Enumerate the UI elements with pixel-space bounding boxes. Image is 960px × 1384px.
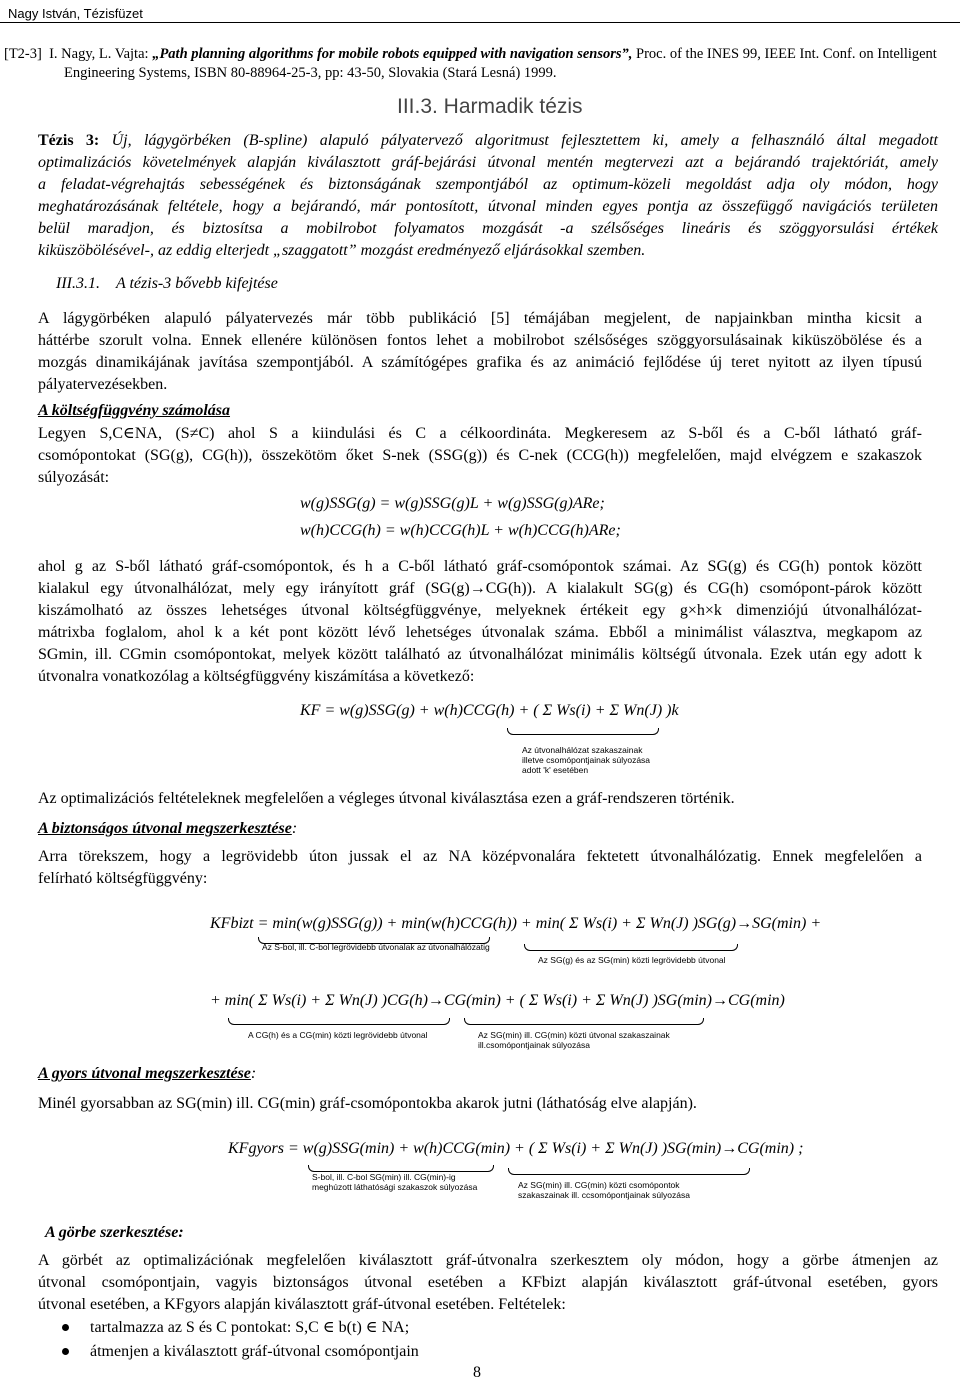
bullet-marker [62,1324,69,1331]
cost-heading: A költségfüggvény számolása [38,402,231,419]
equation-bizt-note4: Az SG(min) ill. CG(min) közti útvonal szakaszainak ill.csomópontjainak súlyozása [478,1030,670,1050]
running-header: Nagy István, Tézisfüzet [8,6,143,21]
page-number: 8 [473,1364,481,1381]
reference-entry [4,44,954,64]
equation-bizt-note2: Az SG(g) és az SG(min) közti legrövidebb útvonal [538,955,726,965]
cost-explanation: ahol g az S-ből látható gráf-csomópontok, és h a C-ből látható gráf-csomópontok számai. Az SG(g) és CG(h) pontok között kialakul egy útvonalhálózat, mely egy irányított gráf (SG(g)→CG(h)). A kialakult SG(g) és CG(h) csomópont-párok között kiszámolható az összes lehetséges útvonal költségfüggvénye, melyeknek értékeit egy g×h×k dimenziójú útvonalhálózat- mátrixba foglalom, ahol k a két pont között lévő lehetséges útvonalak száma. Ebből a minimálist választva, megkapom az SGmin, ill. CGmin csomópontokat, melyek között található az útvonalhálózat minimális költségű útvonala. Ezek után egy adott k útvonalra vonatkozólag a költségfüggvény kiszámítása a következő: [38,558,922,685]
safe-paragraph: Arra törekszem, hogy a legrövidebb úton jussak el az NA középvonalára fektetett útvonalhálózatig. Ennek megfelelően a felírható költségfüggvény: [38,848,922,887]
subsection-heading: III.3.1. A tézis-3 bővebb kifejtése [56,275,278,292]
equation-kf-gyors: KFgyors = w(g)SSG(min) + w(h)CCG(min) + ( Σ Ws(i) + Σ Wn(J) )SG(min)→CG(min) ; [228,1140,804,1157]
intro-paragraph: A lágygörbéken alapuló pályatervezés már több publikáció [5] témájában megjelent, de napjainkban mintha kicsit a háttérbe szorult volna. Ennek ellenére különösen fontos lehet a mobilrobot szélsőséges szöggyorsulásainak kiküszöbölése és a mozgás dinamikájának javítása szempontjából. A számítógépes grafika és az animáció fejlődése új teret nyitott az ilyen típusú pályatervezésekben. [38,310,922,393]
equation-kf-brace [507,728,659,735]
equation-kf-bizt-line1: KFbizt = min(w(g)SSG(g)) + min(w(h)CCG(h)) + min( Σ Ws(i) + Σ Wn(J) )SG(g)→SG(min) + [210,915,822,932]
equation-bizt-brace3 [228,1018,450,1025]
equation-gyors-note2: Az SG(min) ill. CG(min) közti csomópontok szakaszainak ill. ccsomópontjainak súlyozása [518,1180,690,1200]
equation-gyors-brace2 [508,1168,750,1175]
equation-bizt-brace2 [524,944,738,951]
equation-bizt-brace4 [464,1018,704,1025]
ref-title: „Path planning algorithms for mobile robots equipped with navigation sensors”, [152,46,633,62]
optimization-sentence: Az optimalizációs feltételeknek megfelelően a végleges útvonal kiválasztása ezen a gráf-rendszeren történik. [38,790,735,807]
equation-bizt-note3: A CG(h) és a CG(min) közti legrövidebb útvonal [248,1030,428,1040]
thesis-label: Tézis 3: [38,132,100,149]
equation-kf-note: Az útvonalhálózat szakaszainak illetve csomópontjainak súlyozása adott 'k' esetében [522,745,651,775]
condition-item: tartalmazza az S és C pontokat: S,C ∈ b(t) ∈ NA; [90,1319,410,1336]
fast-heading: A gyors útvonal megszerkesztése: [38,1065,257,1082]
fast-paragraph: Minél gyorsabban az SG(min) ill. CG(min) gráf-csomópontokba akarok jutni (láthatóság elve alapján). [38,1095,697,1112]
equation-kf-bizt-line2: + min( Σ Ws(i) + Σ Wn(J) )CG(h)→CG(min) + ( Σ Ws(i) + Σ Wn(J) )SG(min)→CG(min) [210,992,785,1009]
ref-venue: Proc. of the INES 99, IEEE Int. Conf. on Intelligent [632,46,937,62]
curve-paragraph: A görbét az optimalizációnak megfelelően kiválasztott gráf-útvonalra szerkesztem oly módon, hogy a görbe átmenjen az útvonal csomópontjain, vagyis biztonságos útvonal esetében a KFbizt alapján kiválasztott gráf-útvonal esetében, gyors útvonal esetében, a KFgyors alapján kiválasztott gráf-útvonal esetében. Feltételek: [38,1252,938,1313]
cost-paragraph: Legyen S,C∈NA, (S≠C) ahol S a kiindulási és C a célkoordináta. Megkeresem az S-ből és a C-ből látható gráf- csomópontokat (SG(g), CG(h)), összekötöm őket S-nek (SSG(g)) és C-nek (CCG(h)) megfelelően, majd elvégzem e szakaszok súlyozását: [38,425,922,486]
header-rule [0,22,960,23]
equation-kf: KF = w(g)SSG(g) + w(h)CCG(h) + ( Σ Ws(i) + Σ Wn(J) )k [300,702,679,719]
thesis-statement: Tézis 3: Új, lágygörbéken (B-spline) alapuló pályatervező algoritmust fejlesztettem ki, amely a felhasználó által megadott optimalizációs követelmények alapján kiválasztott gráf-bejárási útvonal mentén megtervezi azt a bejárandó trajektóriát, amely a feladat-végrehajtás sebességének és biztonságának szempontjából az optimum-közeli megoldást adja oly módon, hogy meghatározásának feltétele, hogy a bejárandó, már pontosított, útvonal minden egyes pontja az összefüggő navigációs területen belül maradjon, és biztosítsa a mobilrobot folyamatos mozgását -a szélsőséges lineáris és szöggyorsulási értékek kiküszöbölésével-, az eddig elterjedt „szaggatott” mozgást eredményező eljárásokkal szemben. [38,132,938,259]
equation-bizt-note1: Az S-bol, ill. C-bol legrövidebb útvonalak az útvonalhálózatig [262,942,490,952]
safe-heading: A biztonságos útvonal megszerkesztése: [38,820,298,837]
equation-ccg: w(h)CCG(h) = w(h)CCG(h)L + w(h)CCG(h)ARe; [300,522,621,539]
ref-authors: I. Nagy, L. Vajta: [49,46,153,62]
section-title: III.3. Harmadik tézis [397,95,583,118]
bullet-marker [62,1348,69,1355]
equation-gyors-note1: S-bol, ill. C-bol SG(min) ill. CG(min)-ig meghúzott láthatósági szakaszok súlyozása [312,1172,478,1192]
curve-heading: A görbe szerkesztése: [45,1224,184,1241]
condition-item: átmenjen a kiválasztott gráf-útvonal csomópontjain [90,1343,419,1360]
ref-id: [T2-3] [4,46,42,62]
equation-gyors-brace1 [308,1165,494,1172]
equation-ssg: w(g)SSG(g) = w(g)SSG(g)L + w(g)SSG(g)ARe; [300,495,605,512]
reference-entry-line2: Engineering Systems, ISBN 80-88964-25-3, pp: 43-50, Slovakia (Stará Lesná) 1999. [64,65,557,81]
